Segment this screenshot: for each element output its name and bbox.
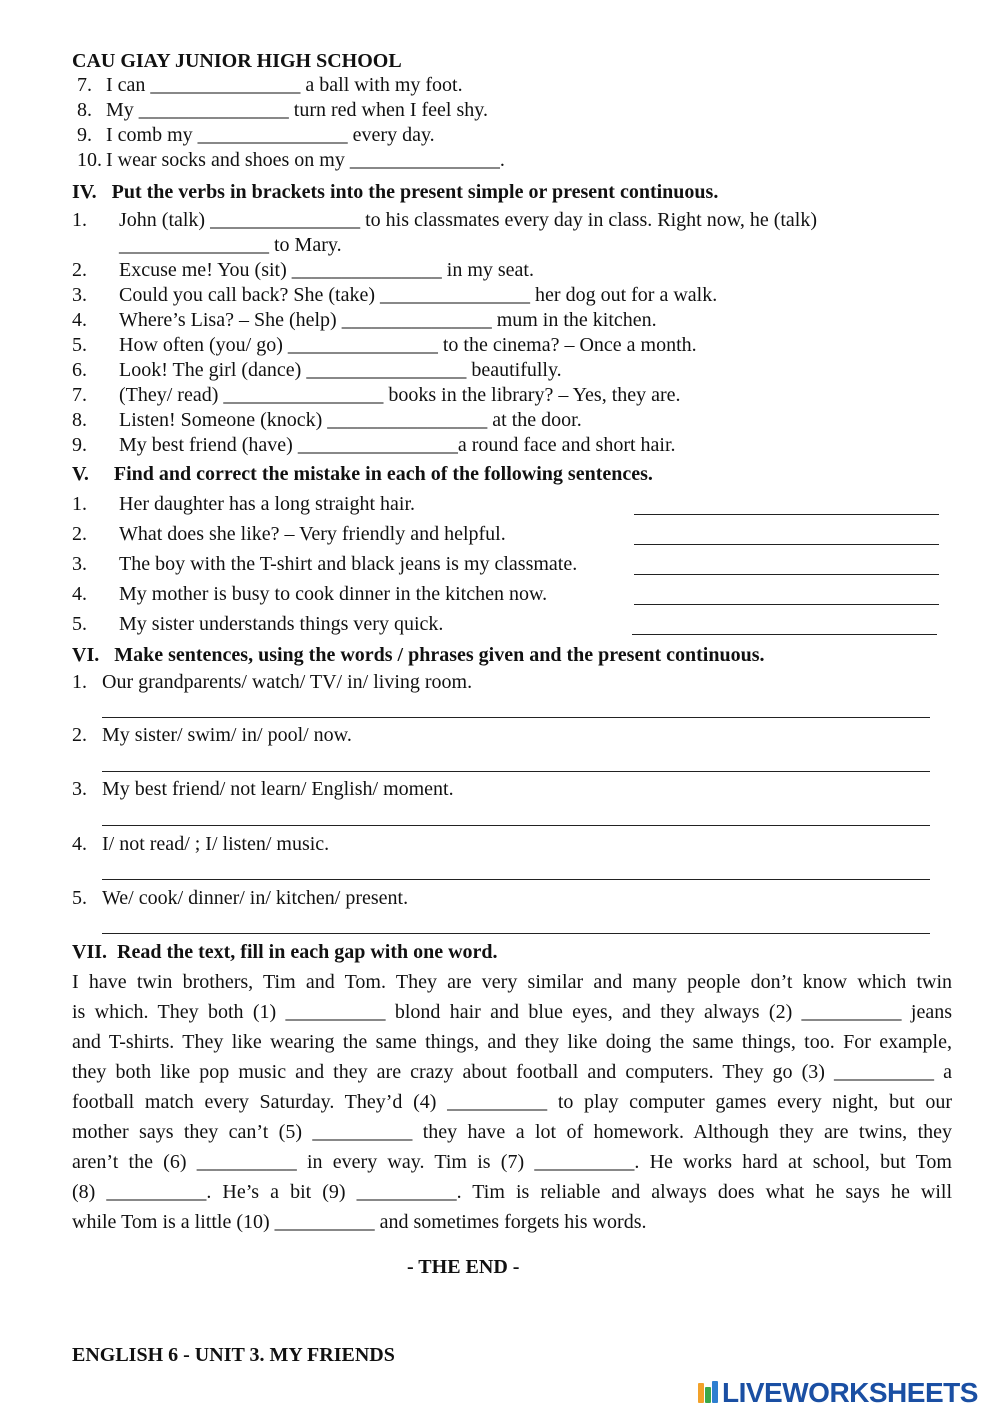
list-item: I comb my _______________ every day. [106,124,435,146]
list-item-number: 2. [72,724,87,746]
answer-line[interactable] [102,933,930,934]
list-item-number: 1. [72,671,87,693]
list-item-number: 3. [72,284,87,306]
list-item: Look! The girl (dance) ________________ beautifully. [119,359,562,381]
list-item-number: 4. [72,309,87,331]
list-item-number: 6. [72,359,87,381]
section-5-title: V. Find and correct the mistake in each of the following sentences. [72,463,653,485]
answer-line[interactable] [102,717,930,718]
list-item-number: 2. [72,259,87,281]
list-item: (They/ read) ________________ books in the library? – Yes, they are. [119,384,681,406]
list-item-number: 9. [72,434,87,456]
list-item-number: 5. [72,887,87,909]
liveworksheets-logo-icon [698,1381,720,1405]
liveworksheets-logo-text: LIVEWORKSHEETS [722,1377,978,1408]
list-item-number: 3. [72,553,87,575]
list-item: My sister/ swim/ in/ pool/ now. [102,724,352,746]
list-item: The boy with the T-shirt and black jeans is my classmate. [119,553,578,575]
list-item-number: 1. [72,493,87,515]
section-4-title: IV. Put the verbs in brackets into the present simple or present continuous. [72,181,719,203]
list-item: Listen! Someone (knock) ________________ at the door. [119,409,582,431]
list-item-number: 1. [72,209,87,231]
paragraph-line: football match every Saturday. They’d (4) __________ to play computer games every night, but our [72,1091,952,1113]
list-item: We/ cook/ dinner/ in/ kitchen/ present. [102,887,409,909]
answer-line[interactable] [102,825,930,826]
list-item-number: 4. [72,833,87,855]
list-item: I can _______________ a ball with my foot. [106,74,463,96]
answer-line[interactable] [634,574,939,575]
answer-line[interactable] [632,634,937,635]
list-item-number: 5. [72,334,87,356]
paragraph-line: (8) __________. He’s a bit (9) __________. Tim is reliable and always does what he says he will [72,1181,952,1203]
list-item: My mother is busy to cook dinner in the kitchen now. [119,583,548,605]
paragraph-line: and T-shirts. They like wearing the same things, and they like doing the same things, too. For example, [72,1031,952,1053]
list-item-number: 9. [77,124,92,146]
paragraph-line: while Tom is a little (10) __________ and sometimes forgets his words. [72,1211,647,1233]
list-item-number: 7. [77,74,92,96]
answer-line[interactable] [102,879,930,880]
answer-line[interactable] [102,771,930,772]
list-item: Her daughter has a long straight hair. [119,493,416,515]
answer-line[interactable] [634,514,939,515]
school-header: CAU GIAY JUNIOR HIGH SCHOOL [72,50,402,72]
end-marker: - THE END - [407,1256,520,1278]
paragraph-line: I have twin brothers, Tim and Tom. They are very similar and many people don’t know which twin [72,971,952,993]
list-item-number: 3. [72,778,87,800]
section-7-title: VII. Read the text, fill in each gap with one word. [72,941,498,963]
list-item: My best friend (have) ________________a round face and short hair. [119,434,676,456]
section-6-title: VI. Make sentences, using the words / phrases given and the present continuous. [72,644,765,666]
list-item: My best friend/ not learn/ English/ moment. [102,778,454,800]
list-item: Could you call back? She (take) _______________ her dog out for a walk. [119,284,718,306]
list-item-continuation: _______________ to Mary. [119,234,342,256]
list-item: What does she like? – Very friendly and helpful. [119,523,506,545]
list-item-number: 10. [77,149,102,171]
list-item: Our grandparents/ watch/ TV/ in/ living room. [102,671,473,693]
list-item: John (talk) _______________ to his classmates every day in class. Right now, he (talk) [119,209,818,231]
list-item: I wear socks and shoes on my _______________. [106,149,505,171]
list-item-number: 4. [72,583,87,605]
list-item: My sister understands things very quick. [119,613,444,635]
list-item: I/ not read/ ; I/ listen/ music. [102,833,330,855]
paragraph-line: they both like pop music and they are crazy about football and computers. They go (3) __________ a [72,1061,952,1083]
answer-line[interactable] [634,604,939,605]
paragraph-line: aren’t the (6) __________ in every way. Tim is (7) __________. He works hard at school, but Tom [72,1151,952,1173]
footer-title: ENGLISH 6 - UNIT 3. MY FRIENDS [72,1344,395,1366]
list-item: Excuse me! You (sit) _______________ in my seat. [119,259,534,281]
liveworksheets-logo[interactable] [698,1378,978,1408]
answer-line[interactable] [634,544,939,545]
list-item-number: 8. [72,409,87,431]
paragraph-line: mother says they can’t (5) __________ they have a lot of homework. Although they are twins, they [72,1121,952,1143]
list-item-number: 8. [77,99,92,121]
list-item-number: 7. [72,384,87,406]
list-item: How often (you/ go) _______________ to the cinema? – Once a month. [119,334,697,356]
paragraph-line: is which. They both (1) __________ blond hair and blue eyes, and they always (2) __________ jeans [72,1001,952,1023]
list-item-number: 5. [72,613,87,635]
list-item: Where’s Lisa? – She (help) _______________ mum in the kitchen. [119,309,657,331]
list-item: My _______________ turn red when I feel shy. [106,99,488,121]
list-item-number: 2. [72,523,87,545]
